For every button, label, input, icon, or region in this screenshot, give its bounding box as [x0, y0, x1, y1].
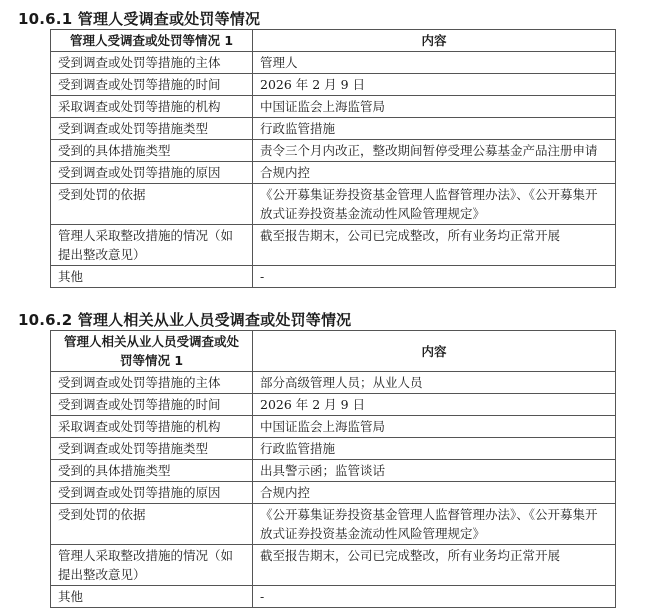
- table-row: [51, 504, 616, 545]
- table-row: [51, 162, 616, 184]
- section-1-table: [50, 29, 616, 288]
- section-2-table: [50, 330, 616, 608]
- row-label: 管理人采取整改措施的情况（如提出整改意见）: [51, 545, 253, 586]
- row-label: 受到调查或处罚等措施的主体: [51, 52, 253, 74]
- section-2-title: 10.6.2 管理人相关从业人员受调查或处罚等情况: [18, 311, 352, 329]
- row-value: 中国证监会上海监管局: [253, 96, 616, 118]
- table-row: [51, 438, 616, 460]
- row-value: 部分高级管理人员；从业人员: [253, 372, 616, 394]
- row-label: 采取调查或处罚等措施的机构: [51, 416, 253, 438]
- table-row: [51, 74, 616, 96]
- table-row: [51, 96, 616, 118]
- table-row: [51, 52, 616, 74]
- row-label: 受到调查或处罚等措施的时间: [51, 74, 253, 96]
- row-value: 2026 年 2 月 9 日: [253, 394, 616, 416]
- row-value: 合规内控: [253, 162, 616, 184]
- header-col-content: 内容: [253, 30, 616, 52]
- row-label: 其他: [51, 266, 253, 288]
- table-row: [51, 586, 616, 608]
- row-value: 中国证监会上海监管局: [253, 416, 616, 438]
- header-col-item: 管理人受调查或处罚等情况 1: [51, 30, 253, 52]
- row-value: 《公开募集证券投资基金管理人监督管理办法》、《公开募集开放式证券投资基金流动性风险管理规定》: [253, 504, 616, 545]
- table-row: [51, 482, 616, 504]
- row-label: 受到调查或处罚等措施的原因: [51, 162, 253, 184]
- table-row: [51, 118, 616, 140]
- row-label: 其他: [51, 586, 253, 608]
- header-col-item: 管理人相关从业人员受调查或处罚等情况 1: [51, 331, 253, 372]
- row-value: 2026 年 2 月 9 日: [253, 74, 616, 96]
- row-value: 《公开募集证券投资基金管理人监督管理办法》、《公开募集开放式证券投资基金流动性风险管理规定》: [253, 184, 616, 225]
- table-row: [51, 460, 616, 482]
- row-label: 受到的具体措施类型: [51, 460, 253, 482]
- row-value: 截至报告期末，公司已完成整改，所有业务均正常开展: [253, 225, 616, 266]
- table-row: [51, 394, 616, 416]
- table-row: [51, 372, 616, 394]
- row-value: 行政监管措施: [253, 118, 616, 140]
- row-label: 受到调查或处罚等措施类型: [51, 118, 253, 140]
- row-label: 受到调查或处罚等措施类型: [51, 438, 253, 460]
- header-col-content: 内容: [253, 331, 616, 372]
- row-value: 行政监管措施: [253, 438, 616, 460]
- row-label: 采取调查或处罚等措施的机构: [51, 96, 253, 118]
- row-value: 管理人: [253, 52, 616, 74]
- table-row: [51, 266, 616, 288]
- row-value: 截至报告期末，公司已完成整改，所有业务均正常开展: [253, 545, 616, 586]
- table-row: [51, 140, 616, 162]
- row-value: 出具警示函；监管谈话: [253, 460, 616, 482]
- row-value: -: [253, 266, 616, 288]
- row-label: 受到处罚的依据: [51, 184, 253, 225]
- row-label: 受到调查或处罚等措施的原因: [51, 482, 253, 504]
- table-row: [51, 416, 616, 438]
- table-header-row: [51, 30, 616, 52]
- row-value: 合规内控: [253, 482, 616, 504]
- section-1-title: 10.6.1 管理人受调查或处罚等情况: [18, 10, 261, 28]
- row-value: 责令三个月内改正，整改期间暂停受理公募基金产品注册申请: [253, 140, 616, 162]
- row-label: 受到调查或处罚等措施的主体: [51, 372, 253, 394]
- table-row: [51, 545, 616, 586]
- table-row: [51, 225, 616, 266]
- row-value: -: [253, 586, 616, 608]
- row-label: 受到处罚的依据: [51, 504, 253, 545]
- row-label: 受到调查或处罚等措施的时间: [51, 394, 253, 416]
- row-label: 受到的具体措施类型: [51, 140, 253, 162]
- table-header-row: [51, 331, 616, 372]
- row-label: 管理人采取整改措施的情况（如提出整改意见）: [51, 225, 253, 266]
- table-row: [51, 184, 616, 225]
